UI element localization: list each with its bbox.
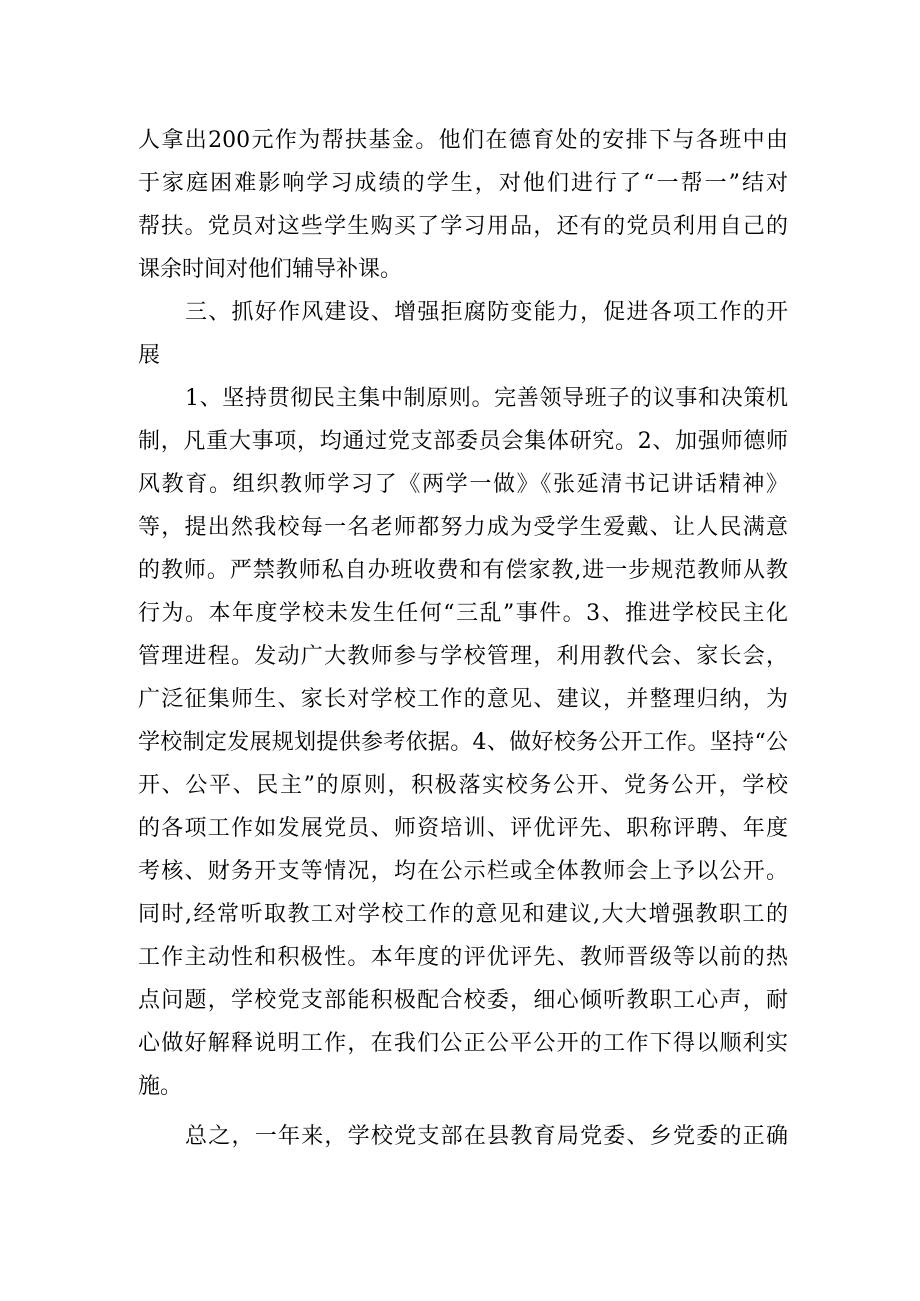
paragraph-3-line-1: 总之，一年来，学校党支部在县教育局党委、乡党委的正确 (185, 1124, 788, 1149)
paragraph-2-line-7: 管理进程。发动广大教师参与学校管理，利用教代会、家长会， (138, 644, 788, 669)
paragraph-2-line-16: 心做好解释说明工作，在我们公正公平公开的工作下得以顺利实 (138, 1031, 788, 1056)
paragraph-2-line-2: 制，凡重大事项，均通过党支部委员会集体研究。2、加强师德师 (138, 429, 788, 454)
section-heading-line-2: 展 (138, 343, 161, 368)
paragraph-2-line-3: 风教育。组织教师学习了《两学一做》《张延清书记讲话精神》 (138, 472, 788, 497)
paragraph-1-line-2: 于家庭困难影响学习成绩的学生，对他们进行了“一帮一”结对 (138, 171, 788, 196)
paragraph-2-line-4: 等，提出然我校每一名老师都努力成为受学生爱戴、让人民满意 (138, 515, 788, 540)
paragraph-2-line-8: 广泛征集师生、家长对学校工作的意见、建议，并整理归纳，为 (138, 687, 788, 712)
paragraph-1-line-4: 课余时间对他们辅导补课。 (138, 257, 403, 282)
paragraph-2-line-11: 的各项工作如发展党员、师资培训、评优评先、职称评聘、年度 (138, 816, 788, 841)
paragraph-2-line-6: 行为。本年度学校未发生任何“三乱”事件。3、推进学校民主化 (138, 601, 788, 626)
paragraph-2-line-15: 点问题，学校党支部能积极配合校委，细心倾听教职工心声，耐 (138, 988, 788, 1013)
section-heading-line-1: 三、抓好作风建设、增强拒腐防变能力，促进各项工作的开 (185, 300, 788, 325)
paragraph-1-line-3: 帮扶。党员对这些学生购买了学习用品，还有的党员利用自己的 (138, 214, 788, 239)
paragraph-2-line-17: 施。 (138, 1074, 183, 1099)
paragraph-2-line-9: 学校制定发展规划提供参考依据。4、做好校务公开工作。坚持“公 (138, 730, 788, 755)
paragraph-2-line-13: 同时,经常听取教工对学校工作的意见和建议,大大增强教职工的 (138, 902, 788, 927)
paragraph-2-line-10: 开、公平、民主”的原则，积极落实校务公开、党务公开，学校 (138, 773, 788, 798)
paragraph-2-line-14: 工作主动性和积极性。本年度的评优评先、教师晋级等以前的热 (138, 945, 788, 970)
paragraph-2-line-12: 考核、财务开支等情况，均在公示栏或全体教师会上予以公开。 (138, 859, 788, 884)
paragraph-2-line-5: 的教师。严禁教师私自办班收费和有偿家教,进一步规范教师从教 (138, 558, 788, 583)
paragraph-1-line-1: 人拿出200元作为帮扶基金。他们在德育处的安排下与各班中由 (138, 128, 788, 153)
paragraph-2-line-1: 1、坚持贯彻民主集中制原则。完善领导班子的议事和决策机 (185, 386, 788, 411)
